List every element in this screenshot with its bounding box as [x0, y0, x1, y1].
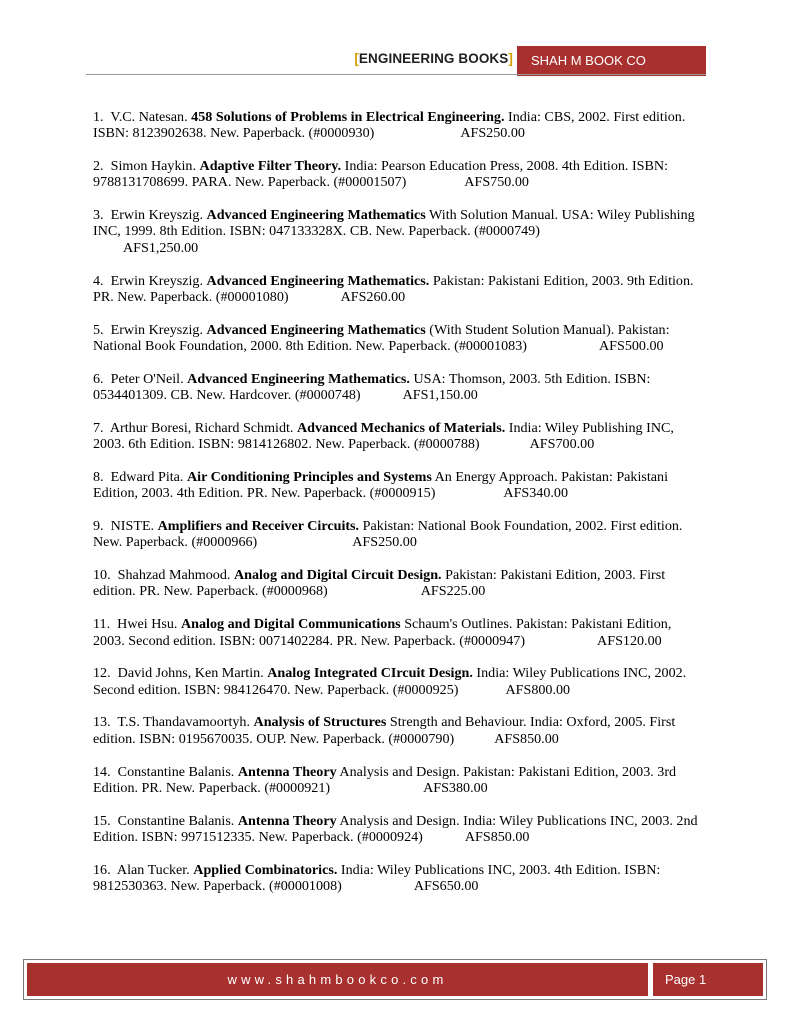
entry-author: Shahzad Mahmood. — [117, 567, 231, 584]
entry-title: Analog and Digital Circuit Design. — [233, 567, 442, 584]
book-entry — [93, 518, 705, 551]
entry-price: AFS1,250.00 — [123, 239, 199, 256]
entry-details: With Solution Manual. USA: Wiley Publishing INC, 1999. 8th Edition. ISBN: 047133328X. CB. New. Paperback. (#0000749) — [93, 207, 695, 240]
book-entry — [93, 420, 705, 453]
entry-number: 8. — [93, 468, 104, 485]
header-divider — [86, 74, 706, 75]
header-section-title — [354, 51, 513, 66]
entry-number: 2. — [93, 158, 104, 175]
entry-price: AFS500.00 — [598, 337, 664, 354]
book-entry — [93, 371, 705, 404]
entry-details: (With Student Solution Manual). Pakistan: National Book Foundation, 2000. 8th Edition. New. Paperback. (#00001083) — [93, 321, 670, 354]
page-header — [86, 46, 706, 76]
entry-number: 11. — [93, 616, 111, 633]
entry-price: AFS250.00 — [352, 534, 417, 551]
entry-title: Advanced Engineering Mathematics — [206, 321, 426, 338]
entry-price: AFS850.00 — [494, 730, 559, 747]
entry-details: Pakistan: Pakistani Edition, 2003. 9th Edition. PR. New. Paperback. (#00001080) — [93, 272, 694, 305]
entry-title: Adaptive Filter Theory. — [199, 158, 342, 175]
entry-title: Analog and Digital Communications — [180, 616, 401, 633]
entry-author: Hwei Hsu. — [117, 616, 178, 633]
entry-price: AFS650.00 — [413, 878, 479, 894]
book-list — [93, 109, 705, 911]
entry-number: 4. — [93, 272, 104, 289]
footer-website-url[interactable]: www.shahmbookco.com — [27, 963, 648, 996]
entry-price: AFS1,150.00 — [402, 387, 478, 404]
entry-number: 10. — [93, 567, 111, 584]
entry-number: 13. — [93, 714, 111, 731]
entry-number: 9. — [93, 518, 104, 535]
footer-page-number: Page 1 — [653, 963, 763, 996]
entry-details: India: CBS, 2002. First edition. ISBN: 8123902638. New. Paperback. (#0000930) — [93, 109, 686, 142]
entry-details: Analysis and Design. India: Wiley Publications INC, 2003. 2nd Edition. ISBN: 9971512335. New. Paperback. (#0000924) — [93, 812, 698, 845]
entry-title: Applied Combinatorics. — [193, 861, 338, 878]
book-entry — [93, 469, 705, 502]
entry-author: Peter O'Neil. — [110, 370, 184, 387]
entry-price: AFS750.00 — [464, 174, 529, 191]
book-entry — [93, 322, 705, 355]
entry-title: Analysis of Structures — [253, 714, 387, 731]
entry-price: AFS800.00 — [505, 681, 571, 698]
entry-details: India: Wiley Publications INC, 2003. 4th Edition. ISBN: 9812530363. New. Paperback. (#00001008) — [93, 861, 661, 894]
entry-price: AFS340.00 — [503, 485, 569, 502]
entry-number: 1. — [93, 109, 104, 125]
entry-number: 6. — [93, 370, 104, 387]
bracket-open: [ — [354, 51, 359, 66]
entry-details: Analysis and Design. Pakistan: Pakistani Edition, 2003. 3rd Edition. PR. New. Paperback. (#0000921) — [93, 763, 677, 796]
entry-details: India: Wiley Publications INC, 2002. Second edition. ISBN: 984126470. New. Paperback. (#0000925) — [93, 665, 687, 698]
entry-details: Schaum's Outlines. Pakistan: Pakistani Edition, 2003. Second edition. ISBN: 0071402284. PR. New. Paperback. (#0000947) — [93, 616, 672, 649]
entry-details: An Energy Approach. Pakistan: Pakistani Edition, 2003. 4th Edition. PR. New. Paperback. (#0000915) — [93, 468, 669, 502]
entry-details: India: Wiley Publishing INC, 2003. 6th Edition. ISBN: 9814126802. New. Paperback. (#0000788) — [93, 419, 674, 453]
entry-price: AFS225.00 — [420, 583, 486, 600]
entry-number: 16. — [93, 861, 111, 878]
book-entry — [93, 158, 705, 191]
book-entry — [93, 567, 705, 600]
entry-author: Constantine Balanis. — [117, 763, 235, 780]
entry-price: AFS850.00 — [464, 828, 530, 845]
bracket-close: ] — [508, 51, 513, 66]
entry-author: NISTE. — [110, 518, 155, 535]
book-entry — [93, 273, 705, 306]
entry-author: Constantine Balanis. — [117, 812, 235, 829]
entry-details: India: Pearson Education Press, 2008. 4th Edition. ISBN: 9788131708699. PARA. New. Paperback. (#00001507) — [93, 158, 668, 191]
entry-title: Advanced Engineering Mathematics — [206, 207, 426, 224]
entry-author: Edward Pita. — [110, 468, 184, 485]
entry-author: V.C. Natesan. — [110, 109, 188, 125]
entry-price: AFS700.00 — [529, 436, 595, 453]
book-entry — [93, 616, 705, 649]
entry-author: Arthur Boresi, Richard Schmidt. — [109, 419, 294, 436]
book-entry — [93, 665, 705, 698]
entry-number: 12. — [93, 665, 111, 682]
book-entry — [93, 764, 705, 797]
entry-details: USA: Thomson, 2003. 5th Edition. ISBN: 0534401309. CB. New. Hardcover. (#0000748) — [93, 370, 651, 404]
book-entry — [93, 207, 705, 256]
entry-title: Antenna Theory — [237, 812, 337, 829]
entry-author: Erwin Kreyszig. — [110, 321, 203, 338]
book-entry — [93, 714, 705, 747]
entry-title: 458 Solutions of Problems in Electrical Engineering. — [191, 109, 505, 125]
entry-price: AFS120.00 — [597, 632, 662, 649]
book-entry — [93, 813, 705, 846]
entry-author: David Johns, Ken Martin. — [117, 665, 264, 682]
entry-title: Antenna Theory — [237, 763, 337, 780]
entry-author: T.S. Thandavamoortyh. — [117, 714, 250, 731]
entry-details: Strength and Behaviour. India: Oxford, 2005. First edition. ISBN: 0195670035. OUP. New. Paperback. (#0000790) — [93, 714, 676, 747]
entry-number: 14. — [93, 763, 111, 780]
entry-price: AFS380.00 — [423, 779, 488, 796]
entry-price: AFS260.00 — [340, 288, 406, 305]
entry-number: 15. — [93, 812, 111, 829]
page-footer — [23, 959, 767, 1000]
entry-author: Alan Tucker. — [116, 861, 190, 878]
header-company-badge: SHAH M BOOK CO — [517, 46, 706, 76]
entry-author: Erwin Kreyszig. — [110, 207, 203, 224]
entry-title: Advanced Mechanics of Materials. — [296, 419, 506, 436]
entry-title: Advanced Engineering Mathematics. — [187, 370, 410, 387]
entry-details: Pakistan: National Book Foundation, 2002. First edition. New. Paperback. (#0000966) — [93, 518, 683, 551]
entry-number: 7. — [93, 419, 104, 436]
entry-author: Erwin Kreyszig. — [110, 272, 203, 289]
book-entry — [93, 862, 705, 895]
entry-number: 5. — [93, 321, 104, 338]
header-section-label: ENGINEERING BOOKS — [358, 51, 509, 66]
entry-number: 3. — [93, 207, 104, 224]
entry-title: Amplifiers and Receiver Circuits. — [157, 518, 360, 535]
book-entry — [93, 109, 705, 142]
entry-title: Advanced Engineering Mathematics. — [206, 272, 430, 289]
entry-title: Air Conditioning Principles and Systems — [186, 468, 432, 485]
entry-price: AFS250.00 — [460, 125, 525, 142]
entry-details: Pakistan: Pakistani Edition, 2003. First edition. PR. New. Paperback. (#0000968) — [93, 567, 666, 600]
entry-author: Simon Haykin. — [110, 158, 196, 175]
entry-title: Analog Integrated CIrcuit Design. — [267, 665, 473, 682]
